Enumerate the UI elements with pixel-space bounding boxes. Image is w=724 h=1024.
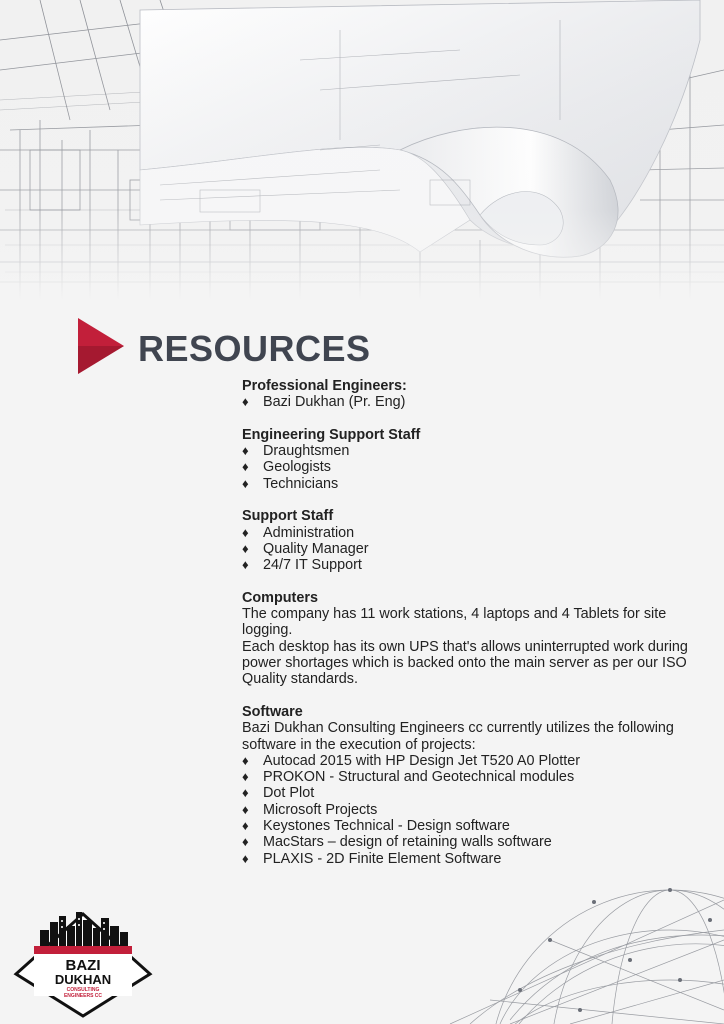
- diamond-bullet-icon: ♦: [242, 850, 249, 866]
- list-item: ♦ Keystones Technical - Design software: [242, 818, 510, 835]
- section-support-staff: [242, 508, 692, 573]
- bazi-dukhan-logo-icon: [12, 908, 154, 1018]
- bullet-list: [242, 753, 692, 867]
- list-item: ♦ Dot Plot: [242, 785, 315, 802]
- diamond-bullet-icon: ♦: [242, 540, 249, 556]
- diamond-bullet-icon: ♦: [242, 769, 249, 785]
- diamond-bullet-icon: ♦: [242, 801, 249, 817]
- section-heading: Support Staff: [242, 508, 334, 525]
- section-heading: Engineering Support Staff: [242, 426, 421, 443]
- list-item: ♦ MacStars – design of retaining walls software: [242, 834, 552, 851]
- section-software: [242, 704, 692, 867]
- diamond-bullet-icon: ♦: [242, 752, 249, 768]
- list-item: ♦ Microsoft Projects: [242, 801, 378, 818]
- diamond-bullet-icon: ♦: [242, 834, 249, 850]
- diamond-bullet-icon: ♦: [242, 524, 249, 540]
- bullet-list: [242, 394, 692, 410]
- list-item: ♦ Quality Manager: [242, 540, 369, 557]
- globe-icon: [430, 880, 724, 1024]
- list-item: ♦ Geologists: [242, 459, 331, 476]
- list-item: ♦ 24/7 IT Support: [242, 557, 362, 574]
- paragraph: The company has 11 work stations, 4 laptops and 4 Tablets for site logging.: [242, 606, 667, 639]
- hero-blueprint-image: [0, 0, 724, 300]
- section-engineering-support-staff: [242, 427, 692, 492]
- paragraph: Each desktop has its own UPS that's allows uninterrupted work during power shortages which is backed onto the main server as per our ISO Quality standards.: [242, 638, 688, 688]
- diamond-bullet-icon: ♦: [242, 394, 249, 410]
- globe-wireframe-decoration: [430, 880, 724, 1024]
- section-professional-engineers: [242, 378, 692, 411]
- diamond-bullet-icon: ♦: [242, 475, 249, 491]
- company-logo: [12, 908, 154, 1018]
- logo-line4: ENGINEERS CC: [63, 993, 103, 999]
- list-item: ♦ PROKON - Structural and Geotechnical modules: [242, 769, 575, 786]
- section-heading: Professional Engineers:: [242, 378, 407, 394]
- list-item: ♦ Bazi Dukhan (Pr. Eng): [242, 394, 406, 411]
- bullet-list: [242, 525, 692, 574]
- list-item: ♦ Autocad 2015 with HP Design Jet T520 A0 Plotter: [242, 752, 581, 769]
- diamond-bullet-icon: ♦: [242, 785, 249, 801]
- list-item: ♦ PLAXIS - 2D Finite Element Software: [242, 850, 502, 867]
- page-title: RESOURCES: [138, 328, 371, 369]
- section-heading: Software: [242, 703, 303, 720]
- bullet-list: [242, 443, 692, 492]
- paragraph: Bazi Dukhan Consulting Engineers cc currently utilizes the following software in the execution of projects:: [242, 720, 674, 753]
- logo-line2: DUKHAN: [54, 972, 112, 987]
- logo-line1: BAZI: [65, 957, 101, 974]
- section-computers: [242, 590, 692, 688]
- diamond-bullet-icon: ♦: [242, 443, 249, 459]
- list-item: ♦ Administration: [242, 524, 355, 541]
- list-item: ♦ Draughtsmen: [242, 443, 350, 460]
- red-triangle-icon: [78, 318, 124, 374]
- diamond-bullet-icon: ♦: [242, 557, 249, 573]
- diamond-bullet-icon: ♦: [242, 818, 249, 834]
- logo-line3: CONSULTING: [66, 987, 100, 993]
- blueprint-illustration: [0, 0, 724, 300]
- section-heading: Computers: [242, 589, 318, 606]
- diamond-bullet-icon: ♦: [242, 459, 249, 475]
- list-item: ♦ Technicians: [242, 475, 339, 492]
- resources-content: [242, 378, 692, 883]
